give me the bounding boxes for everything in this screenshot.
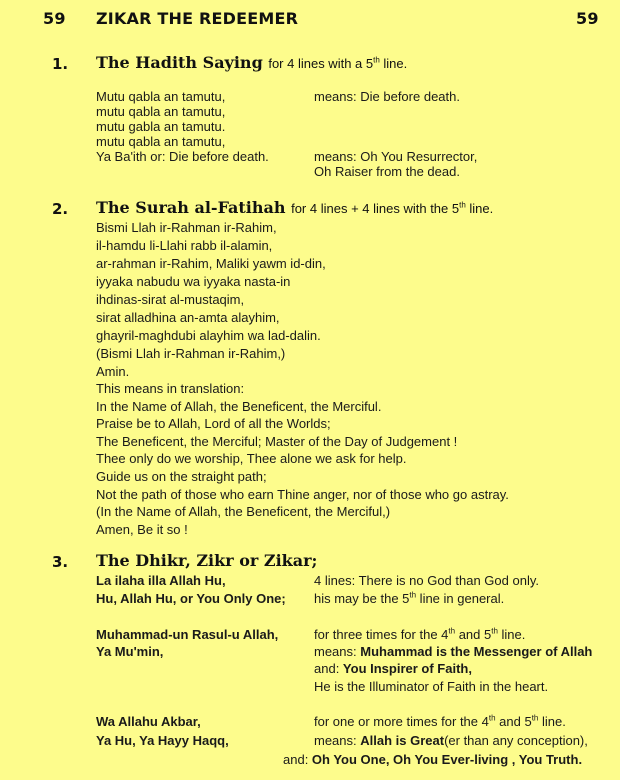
arabic-line: ihdinas-sirat al-mustaqim, [96,292,245,307]
zikr-line-2: Hu, Allah Hu, or You Only One; [96,591,286,606]
zikr-meaning-3: for three times for the 4th and 5th line. [314,626,526,642]
arabic-line: Mutu qabla an tamutu, [96,89,226,104]
section-1-arabic-lines [96,89,269,164]
zikr-meaning-7: for one or more times for the 4th and 5th line. [314,713,566,729]
section-2-arabic-lines [96,219,326,381]
translation-line: Praise be to Allah, Lord of all the Worlds; [96,416,331,432]
page-number-left: 59 [43,9,66,28]
arabic-line: mutu qabla an tamutu, [96,104,226,119]
arabic-line: sirat alladhina an-amta alayhim, [96,310,280,325]
running-title: ZIKAR THE REDEEMER [96,9,299,28]
arabic-line: mutu gabla an tamutu. [96,119,226,134]
section-2-title: The Surah al-Fatihah [96,198,286,217]
section-1-meaning-3: Oh Raiser from the dead. [314,164,460,179]
arabic-line: ghayril-maghdubi alayhim wa lad-dalin. [96,328,321,343]
translation-line: (In the Name of Allah, the Beneficent, the Merciful,) [96,504,391,520]
arabic-line: Bismi Llah ir-Rahman ir-Rahim, [96,220,277,235]
section-3-number: 3. [52,553,69,571]
zikr-line-4: Ya Mu'min, [96,644,164,659]
section-2-number: 2. [52,200,69,218]
zikr-line-8: Ya Hu, Ya Hayy Haqq, [96,733,229,748]
arabic-line: (Bismi Llah ir-Rahman ir-Rahim,) [96,346,286,361]
zikr-line-1: La ilaha illa Allah Hu, [96,573,226,588]
zikr-line-7: Wa Allahu Akbar, [96,714,201,729]
zikr-meaning-5: and: You Inspirer of Faith, [314,661,472,676]
section-2-translation [96,380,509,538]
section-3-title: The Dhikr, Zikr or Zikar; [96,551,318,570]
arabic-line: il-hamdu li-Llahi rabb il-alamin, [96,238,273,253]
arabic-line: mutu qabla an tamutu, [96,134,226,149]
translation-line: The Beneficent, the Merciful; Master of the Day of Judgement ! [96,433,458,449]
zikr-meaning-9: and: Oh You One, Oh You Ever-living , You Truth. [283,752,583,767]
translation-line: Thee only do we worship, Thee alone we ask for help. [96,451,407,467]
section-1-heading [96,53,407,72]
translation-line: Amen, Be it so ! [96,521,188,537]
zikr-meaning-2: his may be the 5th line in general. [314,590,505,606]
translation-line: Guide us on the straight path; [96,468,267,484]
translation-line: In the Name of Allah, the Beneficent, the Merciful. [96,398,382,414]
zikr-meaning-8: means: Allah is Great(er than any conception), [314,733,588,748]
zikr-meaning-6: He is the Illuminator of Faith in the heart. [314,679,549,694]
section-1-title: The Hadith Saying [96,53,263,72]
zikr-line-3: Muhammad-un Rasul-u Allah, [96,627,279,642]
translation-line: This means in translation: [96,381,245,396]
arabic-line: iyyaka nabudu wa iyyaka nasta-in [96,274,291,289]
section-2-subtitle: for 4 lines + 4 lines with the 5th line. [291,200,494,216]
section-1-subtitle: for 4 lines with a 5th line. [268,55,408,71]
zikr-meaning-4: means: Muhammad is the Messenger of Allah [314,644,593,659]
page-number-right: 59 [576,9,599,28]
zikr-meaning-1: 4 lines: There is no God than God only. [314,573,539,588]
arabic-line: Amin. [96,364,130,379]
translation-line: Not the path of those who earn Thine anger, nor of those who go astray. [96,486,509,502]
section-1-number: 1. [52,55,69,73]
arabic-line: ar-rahman ir-Rahim, Maliki yawm id-din, [96,256,326,271]
section-1-meaning-2: means: Oh You Resurrector, [314,149,478,164]
section-2-heading [96,198,493,217]
arabic-line: Ya Ba'ith or: Die before death. [96,149,269,164]
section-1-meaning-1: means: Die before death. [314,89,460,104]
